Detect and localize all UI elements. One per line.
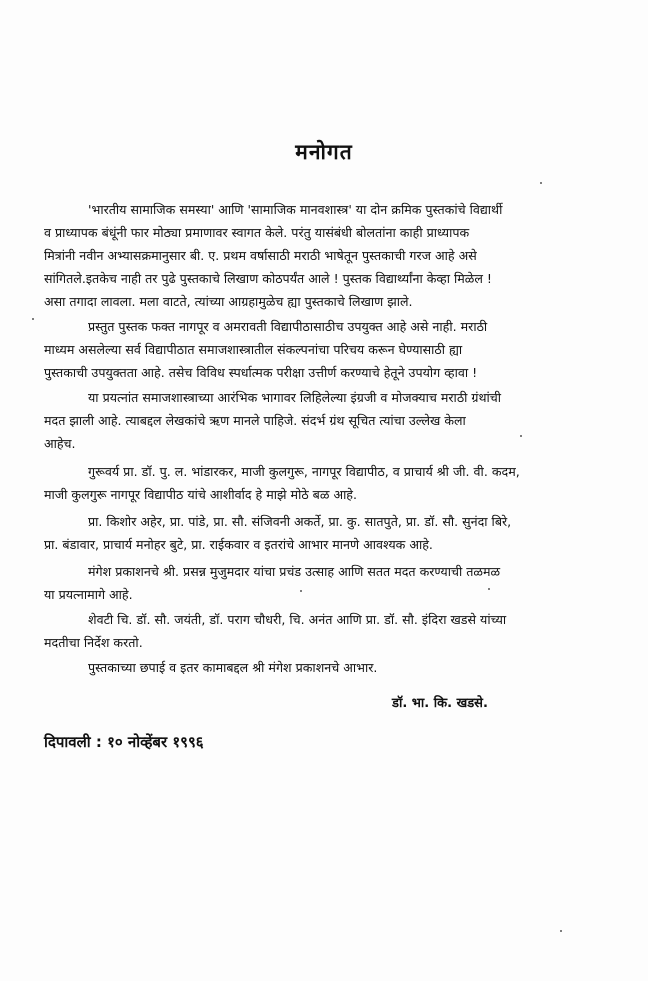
- paragraph-line: मदत झाली आहे. त्याबद्दल लेखकांचे ऋण मानले पाहिजे. संदर्भ ग्रंथ सूचित त्यांचा उल्लेख केला: [44, 413, 466, 428]
- paragraph-line: प्रा. किशोर अहेर, प्रा. पांडे, प्रा. सौ. संजिवनी अकर्ते, प्रा. कु. सातपुते, प्रा. डॉ. सौ. सुनंदा बिरे,: [88, 514, 512, 529]
- paragraph-6: [44, 560, 609, 606]
- scan-speck: [540, 182, 542, 184]
- paragraph-4: [44, 460, 609, 506]
- paragraph-8: [44, 656, 609, 679]
- paragraph-5: [44, 510, 609, 556]
- paragraph-2: [44, 315, 609, 384]
- paragraph-7: [44, 608, 609, 654]
- paragraph-line: पुस्तकाची उपयुक्तता आहे. तसेच विविध स्पर्धात्मक परीक्षा उत्तीर्ण करण्याचे हेतूने उपयोग व्हावा !: [44, 365, 478, 380]
- paragraph-line: आहेच.: [44, 436, 76, 451]
- paragraph-3: [44, 386, 609, 455]
- scan-speck: [300, 590, 302, 592]
- scan-speck: [560, 930, 562, 932]
- paragraph-line: या प्रयत्नामागे आहे.: [44, 587, 133, 602]
- paragraph-line: पुस्तकाच्या छपाई व इतर कामाबद्दल श्री मंगेश प्रकाशनचे आभार.: [88, 660, 378, 675]
- paragraph-line: प्रा. बंडावार, प्राचार्य मनोहर बुटे, प्रा. राईकवार व इतरांचे आभार मानणे आवश्यक आहे.: [44, 537, 433, 552]
- paragraph-line: शेवटी चि. डॉ. सौ. जयंती, डॉ. पराग चौधरी, चि. अनंत आणि प्रा. डॉ. सौ. इंदिरा खडसे यांच्या: [88, 612, 507, 627]
- paragraph-line: मित्रांनी नवीन अभ्यासक्रमानुसार बी. ए. प्रथम वर्षासाठी मराठी भाषेतून पुस्तकाची गरज आहे असे: [44, 248, 477, 263]
- paragraph-line: माजी कुलगुरू नागपूर विद्यापीठ यांचे आशीर्वाद हे माझे मोठे बळ आहे.: [44, 487, 357, 502]
- author-signature: डॉ. भा. कि. खडसे.: [392, 696, 488, 711]
- paragraph-line: या प्रयत्नांत समाजशास्त्राच्या आरंभिक भागावर लिहिलेल्या इंग्रजी व मोजक्याच मराठी ग्रंथांची: [88, 390, 502, 405]
- paragraph-1: [44, 198, 609, 313]
- page-title: मनोगत: [295, 140, 353, 164]
- scan-speck: [488, 588, 490, 590]
- paragraph-line: मंगेश प्रकाशनचे श्री. प्रसन्न मुजुमदार यांचा प्रचंड उत्साह आणि सतत मदत करण्याची तळमळ: [88, 564, 501, 579]
- paragraph-line: मदतीचा निर्देश करतो.: [44, 635, 143, 650]
- paragraph-line: 'भारतीय सामाजिक समस्या' आणि 'सामाजिक मानवशास्त्र' या दोन क्रमिक पुस्तकांचे विद्यार्थी: [88, 202, 503, 217]
- paragraph-line: व प्राध्यापक बंधूंनी फार मोठ्या प्रमाणावर स्वागत केले. परंतु यासंबंधी बोलतांना काही प्राध्यापक: [44, 225, 470, 240]
- paragraph-line: प्रस्तुत पुस्तक फक्त नागपूर व अमरावती विद्यापीठासाठीच उपयुक्त आहे असे नाही. मराठी: [88, 319, 488, 334]
- paragraph-line: माध्यम असलेल्या सर्व विद्यापीठात समाजशास्त्रातील संकल्पनांचा परिचय करून घेण्यासाठी ह्या: [44, 342, 463, 357]
- scan-speck: [520, 435, 522, 437]
- date-line: दिपावली : १० नोव्हेंबर १९९६: [44, 733, 204, 751]
- paragraph-line: असा तगादा लावला. मला वाटते, त्यांच्या आग्रहामुळेच ह्या पुस्तकाचे लिखाण झाले.: [44, 294, 413, 309]
- scan-speck: [32, 318, 34, 320]
- paragraph-line: गुरूवर्य प्रा. डॉ. पु. ल. भांडारकर, माजी कुलगुरू, नागपूर विद्यापीठ, व प्राचार्य श्री जी. वी. कदम,: [88, 464, 520, 479]
- paragraph-line: सांगितले.इतकेच नाही तर पुढे पुस्तकाचे लिखाण कोठपर्यंत आले ! पुस्तक विद्यार्थ्यांना केव्हा मिळेल !: [44, 271, 492, 286]
